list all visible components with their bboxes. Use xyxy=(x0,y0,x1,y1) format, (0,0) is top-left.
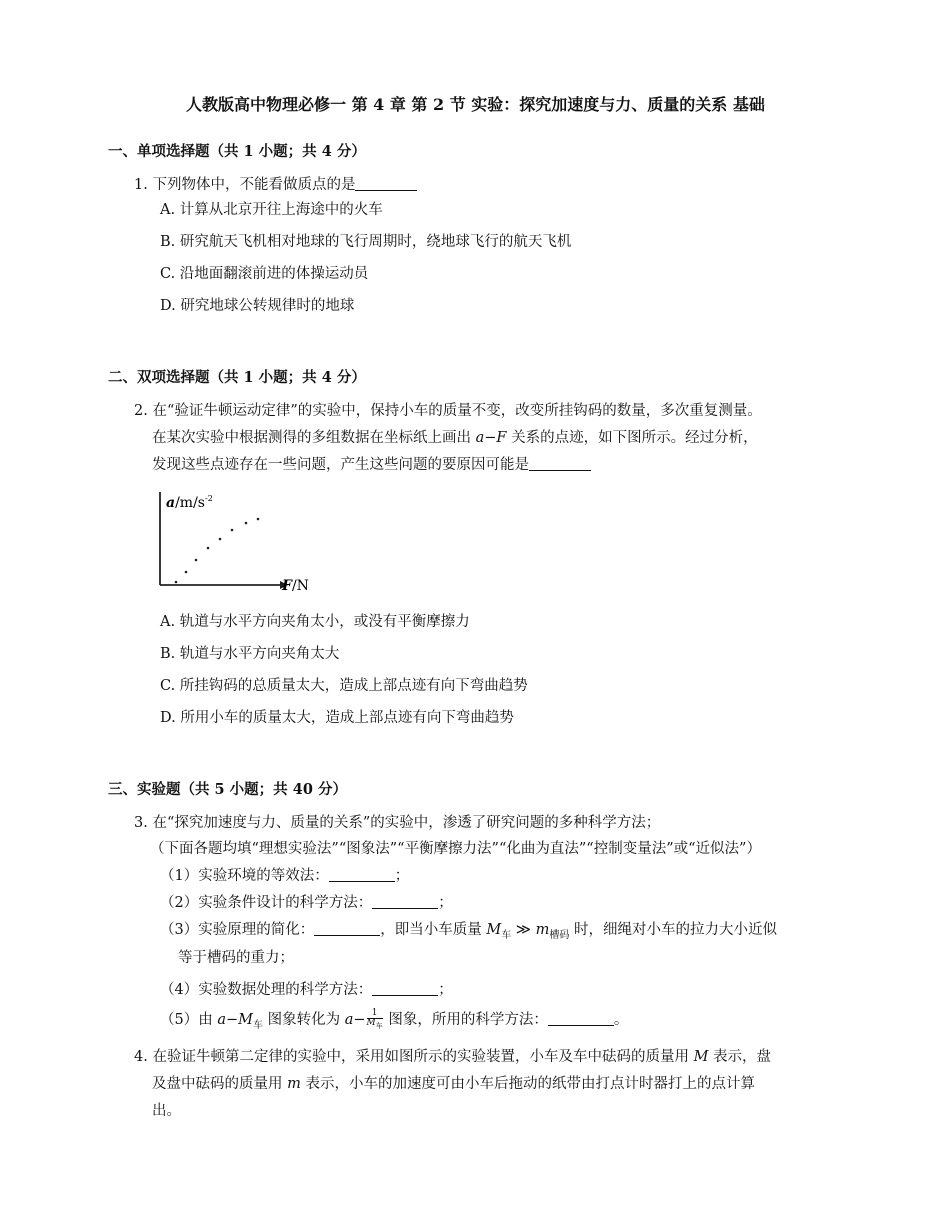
punct: 。 xyxy=(613,1012,629,1028)
punct: ； xyxy=(438,895,453,911)
stem-text: 表示，盘 xyxy=(708,1049,772,1065)
y-label-unit: /m/s xyxy=(175,495,205,511)
question-4-line3: 出。 xyxy=(152,1103,181,1119)
answer-blank[interactable] xyxy=(372,981,438,996)
question-4-line1 xyxy=(134,1045,771,1066)
question-3-part-2 xyxy=(160,891,453,912)
data-point xyxy=(231,529,234,532)
answer-blank[interactable] xyxy=(355,176,417,191)
part-text: （3）实验原理的简化： xyxy=(160,922,315,938)
question-1-option-b[interactable]: B. 研究航天飞机相对地球的飞行周期时，绕地球飞行的航天飞机 xyxy=(160,234,572,250)
question-3-stem: 3. 在“探究加速度与力、质量的关系”的实验中，渗透了研究问题的多种科学方法； xyxy=(134,815,661,831)
question-2-option-a[interactable]: A. 轨道与水平方向夹角太小，或没有平衡摩擦力 xyxy=(160,614,470,630)
stem-text: 4. 在验证牛顿第二定律的实验中，采用如图所示的实验装置，小车及车中砝码的质量用 xyxy=(134,1049,694,1065)
part-text: （1）实验环境的等效法： xyxy=(160,868,329,884)
y-label-exp: -2 xyxy=(204,494,213,503)
x-axis-label xyxy=(281,578,309,594)
data-point xyxy=(175,581,178,584)
math-a-minus-m: a−M xyxy=(217,1012,253,1028)
fraction-denominator xyxy=(367,1019,383,1031)
fraction-numerator: 1 xyxy=(367,1009,383,1019)
data-point xyxy=(257,518,260,521)
answer-blank[interactable] xyxy=(529,456,591,471)
y-axis-label xyxy=(166,494,213,511)
math-sub: 车 xyxy=(501,929,512,941)
question-1-option-d[interactable]: D. 研究地球公转规律时的地球 xyxy=(160,298,355,314)
question-2-stem-line3 xyxy=(152,453,591,474)
answer-blank[interactable] xyxy=(372,894,438,909)
question-1-stem xyxy=(134,173,417,194)
punct: ； xyxy=(438,982,453,998)
math-sub: 车 xyxy=(253,1019,263,1031)
question-2-option-b[interactable]: B. 轨道与水平方向夹角太大 xyxy=(160,646,340,662)
question-3-part-3-line2: 等于槽码的重力； xyxy=(178,950,294,966)
denominator-sub: 车 xyxy=(375,1021,383,1030)
part-text: （5）由 xyxy=(160,1012,218,1028)
stem-text: 在某次实验中根据测得的多组数据在坐标纸上画出 xyxy=(152,430,476,446)
question-1-stem-text: 1. 下列物体中，不能看做质点的是 xyxy=(134,177,356,193)
section-heading-experiment: 三、实验题（共 5 小题；共 40 分） xyxy=(108,781,347,798)
math-sub: 槽码 xyxy=(549,929,570,941)
part-text: （4）实验数据处理的科学方法： xyxy=(160,982,373,998)
section-heading-single-choice: 一、单项选择题（共 1 小题；共 4 分） xyxy=(108,143,366,160)
punct: ； xyxy=(394,868,410,884)
stem-text: 关系的点迹，如下图所示。经过分析， xyxy=(506,430,758,446)
question-4-line2 xyxy=(152,1072,755,1093)
part-text: 图象，所用的科学方法： xyxy=(383,1012,548,1028)
data-point xyxy=(207,547,210,550)
math-m-weight: m xyxy=(535,922,550,938)
math-a-minus: a− xyxy=(344,1012,366,1028)
question-3-note: （下面各题均填“理想实验法”“图象法”“平衡摩擦力法”“化曲为直法”“控制变量法”或“近似法”） xyxy=(150,841,761,857)
math-op: ≫ xyxy=(511,922,536,938)
question-1-option-a[interactable]: A. 计算从北京开往上海途中的火车 xyxy=(160,202,383,218)
question-3-part-5 xyxy=(160,1008,628,1031)
answer-blank[interactable] xyxy=(329,867,395,882)
math-fraction xyxy=(367,1009,383,1031)
data-point xyxy=(185,571,188,574)
data-point xyxy=(219,538,222,541)
math-m-car: M xyxy=(486,922,502,938)
page-title: 人教版高中物理必修一 第 4 章 第 2 节 实验：探究加速度与力、质量的关系 基础 xyxy=(186,95,765,114)
x-label-unit: /N xyxy=(291,578,309,594)
question-3-part-1 xyxy=(160,864,409,885)
part-text: （2）实验条件设计的科学方法： xyxy=(160,895,373,911)
data-point xyxy=(195,559,198,562)
math-a-minus-f: a−F xyxy=(475,430,507,446)
data-point xyxy=(245,522,248,525)
question-2-stem-line2 xyxy=(152,426,758,447)
stem-text: 发现这些点迹存在一些问题，产生这些问题的要原因可能是 xyxy=(152,457,529,473)
part-text: ，即当小车质量 xyxy=(380,922,487,938)
y-label-var: a xyxy=(166,495,176,511)
answer-blank[interactable] xyxy=(548,1011,614,1026)
part-text: 图象转化为 xyxy=(263,1012,345,1028)
math-m: M xyxy=(693,1049,709,1065)
section-heading-double-choice: 二、双项选择题（共 1 小题；共 4 分） xyxy=(108,369,366,386)
question-2-option-c[interactable]: C. 所挂钩码的总质量太大，造成上部点迹有向下弯曲趋势 xyxy=(160,678,528,694)
a-f-scatter-figure xyxy=(152,484,312,594)
stem-text: 表示，小车的加速度可由小车后拖动的纸带由打点计时器打上的点计算 xyxy=(300,1076,755,1092)
question-2-stem-line1: 2. 在“验证牛顿运动定律”的实验中，保持小车的质量不变，改变所挂钩码的数量，多次重复测量。 xyxy=(134,403,762,419)
denominator-var: M xyxy=(366,1018,376,1029)
question-3-part-4 xyxy=(160,978,453,999)
question-1-option-c[interactable]: C. 沿地面翻滚前进的体操运动员 xyxy=(160,266,369,282)
part-text: 时，细绳对小车的拉力大小近似 xyxy=(569,922,777,938)
math-m: m xyxy=(287,1076,301,1092)
question-3-part-3 xyxy=(160,918,777,941)
x-label-var: F xyxy=(282,578,292,594)
stem-text: 及盘中砝码的质量用 xyxy=(152,1076,288,1092)
question-2-option-d[interactable]: D. 所用小车的质量太大，造成上部点迹有向下弯曲趋势 xyxy=(160,710,514,726)
answer-blank[interactable] xyxy=(314,921,380,936)
